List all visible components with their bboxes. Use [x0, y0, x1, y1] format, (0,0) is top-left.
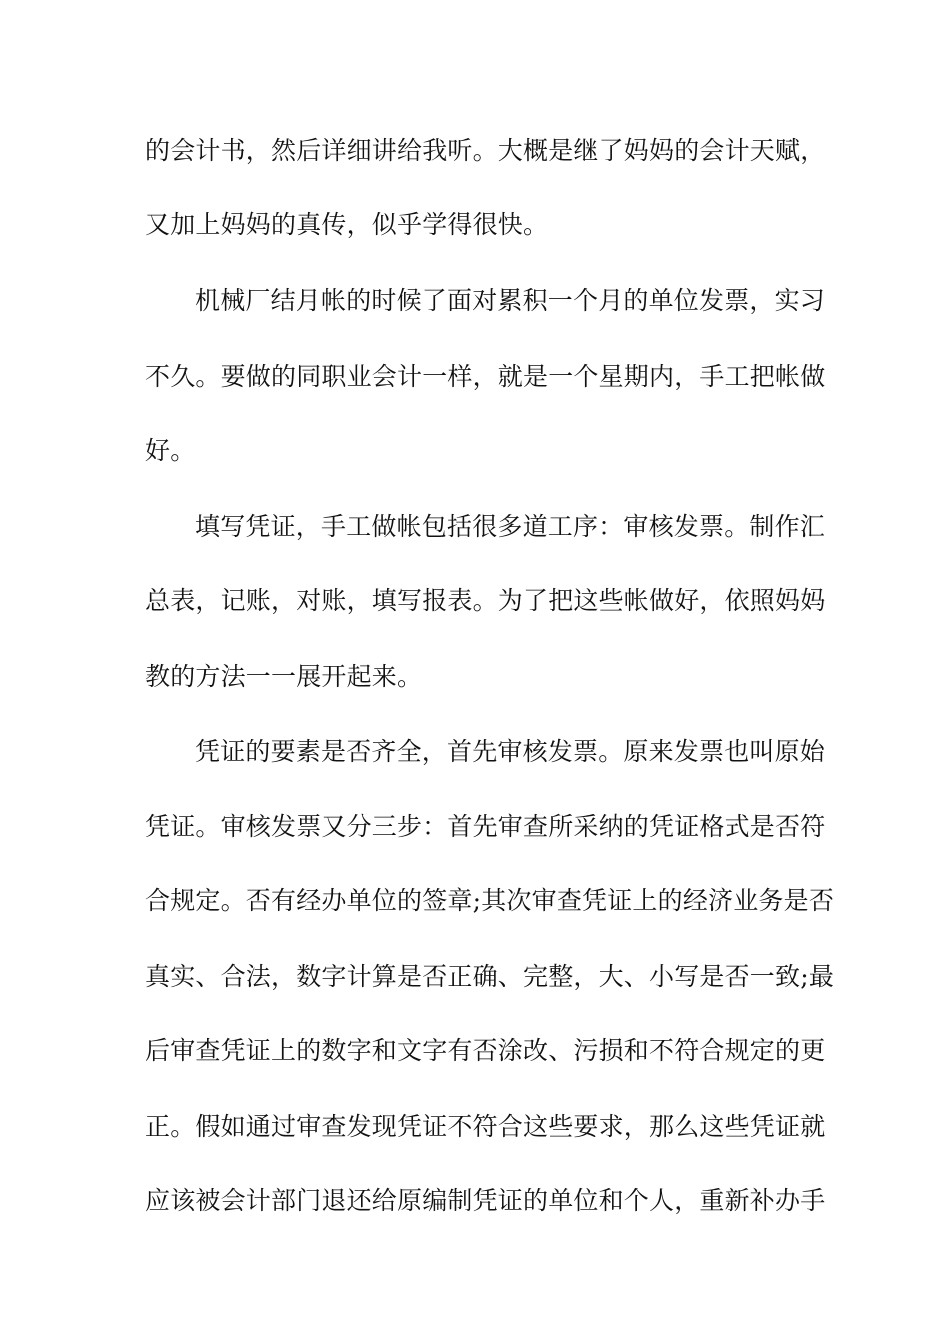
text-line: 不久。要做的同职业会计一样，就是一个星期内，手工把帐做: [145, 362, 826, 391]
text-line: 好。: [145, 436, 196, 465]
paragraph-first-line: 凭证的要素是否齐全，首先审核发票。原来发票也叫原始: [195, 737, 826, 766]
text-line: 真实、合法，数字计算是否正确、完整，大、小写是否一致;最: [145, 962, 835, 991]
text-line: 合规定。否有经办单位的签章;其次审查凭证上的经济业务是否: [145, 886, 835, 915]
paragraph-first-line: 填写凭证，手工做帐包括很多道工序：审核发票。制作汇: [195, 512, 826, 541]
text-line: 正。假如通过审查发现凭证不符合这些要求，那么这些凭证就: [145, 1112, 826, 1141]
text-line: 应该被会计部门退还给原编制凭证的单位和个人，重新补办手: [145, 1186, 826, 1215]
paragraph-first-line: 机械厂结月帐的时候了面对累积一个月的单位发票，实习: [195, 286, 826, 315]
text-line: 的会计书，然后详细讲给我听。大概是继了妈妈的会计天赋，: [145, 136, 826, 165]
text-line: 总表，记账，对账，填写报表。为了把这些帐做好，依照妈妈: [145, 586, 826, 615]
text-line: 又加上妈妈的真传，似乎学得很快。: [145, 210, 549, 239]
text-line: 后审查凭证上的数字和文字有否涂改、污损和不符合规定的更: [145, 1036, 826, 1065]
text-line: 凭证。审核发票又分三步：首先审查所采纳的凭证格式是否符: [145, 812, 826, 841]
text-line: 教的方法一一展开起来。: [145, 662, 423, 691]
